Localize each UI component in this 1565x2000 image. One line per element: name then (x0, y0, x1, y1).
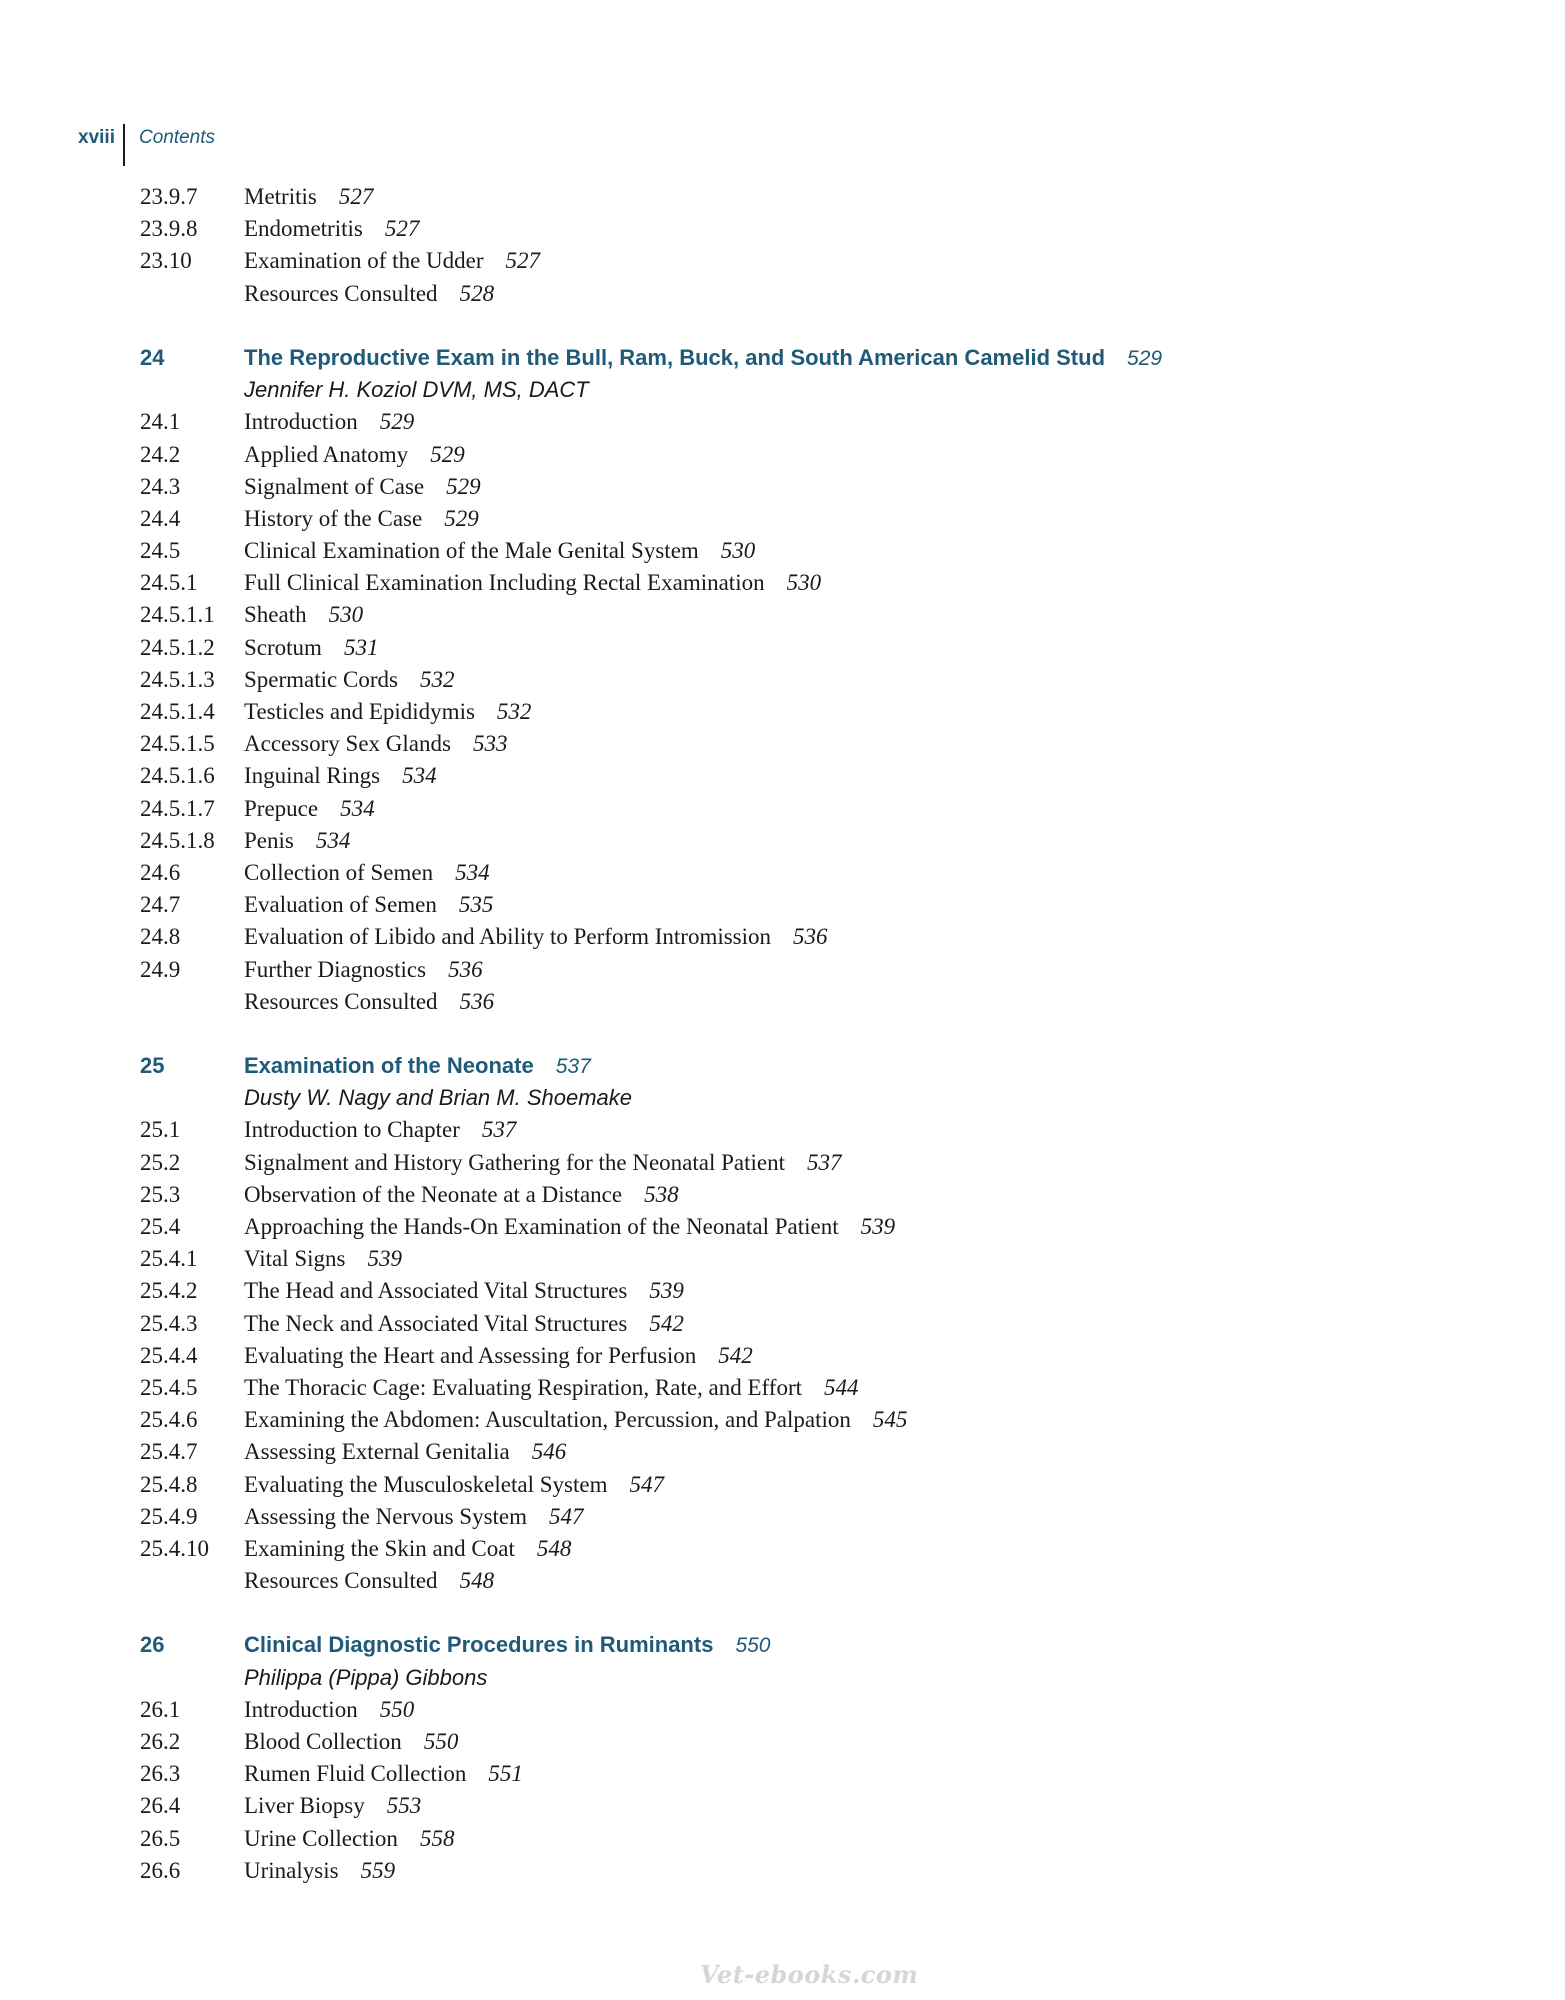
toc-entry[interactable] (140, 986, 1440, 1018)
entry-page: 539 (367, 1246, 402, 1272)
entry-number: 24.8 (140, 924, 181, 950)
block-spacer (140, 310, 1440, 342)
entry-number: 25.4.4 (140, 1342, 198, 1368)
entry-page: 545 (872, 1407, 908, 1433)
chapter-number: 25 (140, 1053, 165, 1079)
entry-number: 26.1 (140, 1696, 181, 1722)
entry-number: 24.5.1.7 (140, 795, 215, 821)
toc-entry[interactable] (140, 1436, 1440, 1468)
toc-entry[interactable] (140, 503, 1440, 535)
author-name: Philippa (Pippa) Gibbons (244, 1664, 488, 1690)
toc-entry[interactable] (140, 664, 1440, 696)
entry-page: 548 (459, 1568, 495, 1594)
entry-page: 528 (459, 280, 495, 306)
entry-title: Testicles and Epididymis (244, 699, 475, 724)
entry-number: 25.4.5 (140, 1374, 198, 1400)
entry-number: 24.7 (140, 892, 181, 918)
entry-page: 534 (340, 795, 375, 821)
entry-number: 25.4 (140, 1214, 181, 1239)
toc-entry[interactable] (140, 1533, 1440, 1565)
entry-title: Observation of the Neonate at a Distance (244, 1181, 623, 1207)
chapter-title: The Reproductive Exam in the Bull, Ram, Buck, and South American Camelid Stud (244, 344, 1106, 370)
chapter-title: Clinical Diagnostic Procedures in Ruminants (244, 1632, 714, 1658)
chapter-author (140, 1662, 1440, 1694)
entry-number: 26.3 (140, 1761, 181, 1787)
toc-entry[interactable] (140, 793, 1440, 825)
entry-title: Signalment of Case (244, 473, 425, 499)
toc-entry[interactable] (140, 1694, 1440, 1726)
entry-page: 542 (649, 1310, 684, 1336)
entry-title: Resources Consulted (244, 1568, 438, 1594)
entry-number: 24.5 (140, 538, 181, 564)
entry-page: 537 (481, 1117, 517, 1143)
entry-number: 25.4.6 (140, 1407, 198, 1433)
toc-entry[interactable] (140, 760, 1440, 792)
entry-title: Urinalysis (244, 1857, 339, 1883)
entry-page: 547 (629, 1471, 664, 1497)
entry-number: 26.5 (140, 1825, 181, 1851)
entry-number: 24.5.1.6 (140, 763, 215, 789)
toc-entry[interactable] (140, 1308, 1440, 1340)
chapter-page: 529 (1127, 346, 1163, 370)
block-spacer (140, 1597, 1440, 1629)
entry-page: 534 (315, 827, 351, 853)
chapter-number: 26 (140, 1632, 165, 1658)
toc-entry[interactable] (140, 954, 1440, 986)
entry-page: 539 (649, 1278, 684, 1304)
chapter-author (140, 1082, 1440, 1114)
toc-entry[interactable] (140, 181, 1440, 213)
toc-entry[interactable] (140, 278, 1440, 310)
entry-page: 534 (455, 859, 490, 885)
toc-entry[interactable] (140, 1211, 1440, 1243)
entry-title: Full Clinical Examination Including Rectal Examination (244, 570, 765, 596)
entry-title: Liver Biopsy (244, 1793, 365, 1819)
entry-page: 533 (472, 731, 508, 757)
entry-page: 550 (423, 1729, 459, 1754)
entry-title: Accessory Sex Glands (244, 731, 451, 757)
entry-number: 23.10 (140, 248, 192, 274)
entry-number: 23.9.7 (140, 184, 198, 209)
author-name: Jennifer H. Koziol DVM, MS, DACT (244, 377, 589, 403)
toc-entry[interactable] (140, 1114, 1440, 1146)
entry-page: 535 (458, 892, 494, 918)
entry-number: 24.2 (140, 441, 181, 467)
entry-page: 550 (379, 1696, 415, 1722)
entry-title: Scrotum (244, 634, 322, 660)
entry-number: 24.3 (140, 473, 181, 499)
entry-page: 532 (419, 666, 455, 692)
entry-number: 25.4.3 (140, 1310, 198, 1336)
entry-title: Introduction to Chapter (244, 1117, 460, 1143)
entry-title: The Neck and Associated Vital Structures (244, 1310, 628, 1336)
toc-entry[interactable] (140, 1372, 1440, 1404)
entry-page: 530 (328, 602, 364, 628)
entry-title: Evaluating the Heart and Assessing for Perfusion (244, 1342, 697, 1368)
entry-number: 24.5.1.1 (140, 602, 215, 628)
entry-number: 25.4.8 (140, 1471, 198, 1497)
chapter-heading[interactable] (140, 342, 1440, 374)
toc-entry[interactable] (140, 857, 1440, 889)
entry-page: 527 (505, 248, 541, 274)
entry-page: 544 (824, 1374, 859, 1400)
entry-number: 24.5.1.2 (140, 634, 215, 660)
entry-number: 24.6 (140, 859, 181, 885)
entry-number: 25.4.2 (140, 1278, 198, 1304)
entry-title: Prepuce (244, 795, 319, 821)
toc-entry[interactable] (140, 1790, 1440, 1822)
table-of-contents (140, 181, 1440, 1887)
entry-number: 24.5.1.3 (140, 666, 215, 692)
entry-title: Evaluation of Libido and Ability to Perform Intromission (244, 924, 772, 950)
entry-page: 529 (446, 473, 481, 499)
entry-title: Endometritis (244, 216, 363, 242)
entry-title: Assessing the Nervous System (244, 1503, 528, 1529)
toc-entry[interactable] (140, 567, 1440, 599)
toc-entry[interactable] (140, 1275, 1440, 1307)
entry-number: 25.4.1 (140, 1246, 198, 1272)
entry-page: 529 (379, 409, 415, 435)
entry-title: Penis (244, 827, 294, 853)
toc-entry[interactable] (140, 728, 1440, 760)
entry-page: 548 (536, 1535, 572, 1561)
entry-title: Further Diagnostics (244, 956, 427, 982)
entry-page: 539 (860, 1214, 896, 1239)
toc-entry[interactable] (140, 599, 1440, 631)
toc-entry[interactable] (140, 1565, 1440, 1597)
entry-page: 547 (549, 1503, 584, 1529)
chapter-page: 550 (735, 1634, 771, 1658)
entry-title: Sheath (244, 602, 307, 628)
entry-page: 542 (718, 1342, 753, 1368)
toc-entry[interactable] (140, 889, 1440, 921)
entry-page: 532 (496, 699, 532, 724)
entry-page: 534 (402, 763, 437, 789)
entry-title: Signalment and History Gathering for the Neonatal Patient (244, 1149, 786, 1175)
entry-number: 24.4 (140, 505, 181, 531)
entry-number: 24.5.1.5 (140, 731, 215, 757)
entry-title: Resources Consulted (244, 280, 438, 306)
section-title: Contents (138, 127, 216, 148)
entry-page: 536 (793, 924, 828, 950)
toc-entry[interactable] (140, 1404, 1440, 1436)
toc-entry[interactable] (140, 1726, 1440, 1758)
entry-number: 25.3 (140, 1181, 181, 1207)
entry-page: 529 (430, 441, 465, 467)
entry-title: The Head and Associated Vital Structures (244, 1278, 628, 1304)
entry-title: Introduction (244, 409, 358, 435)
entry-title: Clinical Examination of the Male Genital System (244, 538, 699, 564)
entry-number: 25.4.7 (140, 1439, 198, 1465)
entry-title: Inguinal Rings (244, 763, 381, 789)
chapter-author (140, 374, 1440, 406)
toc-entry[interactable] (140, 1243, 1440, 1275)
toc-entry[interactable] (140, 1179, 1440, 1211)
chapter-page: 537 (555, 1055, 591, 1079)
entry-number: 25.2 (140, 1149, 181, 1175)
entry-number: 24.1 (140, 409, 181, 435)
entry-title: Metritis (244, 184, 317, 209)
entry-page: 527 (384, 216, 420, 242)
entry-page: 536 (448, 956, 483, 982)
toc-entry[interactable] (140, 1501, 1440, 1533)
toc-entry[interactable] (140, 471, 1440, 503)
entry-page: 538 (644, 1181, 679, 1207)
entry-title: Evaluating the Musculoskeletal System (244, 1471, 608, 1497)
entry-title: Vital Signs (244, 1246, 346, 1272)
toc-entry[interactable] (140, 1855, 1440, 1887)
entry-title: Blood Collection (244, 1729, 402, 1754)
toc-entry[interactable] (140, 535, 1440, 567)
entry-title: Resources Consulted (244, 988, 438, 1014)
entry-title: Urine Collection (244, 1825, 398, 1851)
entry-title: Examining the Skin and Coat (244, 1535, 515, 1561)
entry-page: 537 (807, 1149, 842, 1175)
chapter-title: Examination of the Neonate (244, 1053, 534, 1079)
entry-page: 559 (360, 1857, 396, 1883)
entry-number: 26.4 (140, 1793, 181, 1819)
entry-number: 24.9 (140, 956, 181, 982)
toc-entry[interactable] (140, 213, 1440, 245)
page-number: xviii (78, 127, 115, 148)
block-spacer (140, 1018, 1440, 1050)
entry-title: Assessing External Genitalia (244, 1439, 510, 1465)
entry-number: 25.4.10 (140, 1535, 209, 1561)
toc-entry[interactable] (140, 1469, 1440, 1501)
chapter-heading[interactable] (140, 1629, 1440, 1661)
watermark: Vet-ebooks.com (700, 1960, 919, 1989)
toc-entry[interactable] (140, 921, 1440, 953)
entry-number: 26.6 (140, 1857, 181, 1883)
toc-entry[interactable] (140, 825, 1440, 857)
running-head (78, 124, 215, 166)
toc-entry[interactable] (140, 439, 1440, 471)
entry-title: Spermatic Cords (244, 666, 398, 692)
entry-page: 530 (720, 538, 756, 564)
entry-number: 24.5.1.8 (140, 827, 215, 853)
toc-entry[interactable] (140, 1758, 1440, 1790)
toc-entry[interactable] (140, 1147, 1440, 1179)
entry-title: Approaching the Hands-On Examination of the Neonatal Patient (244, 1214, 839, 1239)
entry-page: 546 (531, 1439, 567, 1465)
chapter-heading[interactable] (140, 1050, 1440, 1082)
entry-page: 553 (386, 1793, 422, 1819)
entry-number: 23.9.8 (140, 216, 198, 242)
toc-entry[interactable] (140, 1340, 1440, 1372)
entry-number: 25.4.9 (140, 1503, 198, 1529)
toc-entry[interactable] (140, 245, 1440, 277)
entry-page: 536 (459, 988, 495, 1014)
entry-title: History of the Case (244, 505, 423, 531)
entry-title: Examining the Abdomen: Auscultation, Percussion, and Palpation (244, 1407, 851, 1433)
entry-title: The Thoracic Cage: Evaluating Respiration, Rate, and Effort (244, 1374, 802, 1400)
entry-number: 24.5.1.4 (140, 699, 215, 724)
entry-number: 25.1 (140, 1117, 181, 1143)
entry-title: Rumen Fluid Collection (244, 1761, 467, 1787)
toc-entry[interactable] (140, 406, 1440, 438)
entry-page: 530 (786, 570, 822, 596)
entry-title: Examination of the Udder (244, 248, 484, 274)
chapter-number: 24 (140, 344, 165, 370)
author-name: Dusty W. Nagy and Brian M. Shoemake (244, 1085, 633, 1111)
entry-page: 558 (419, 1825, 455, 1851)
entry-page: 531 (343, 634, 379, 660)
entry-page: 529 (444, 505, 479, 531)
toc-entry[interactable] (140, 696, 1440, 728)
toc-entry[interactable] (140, 1823, 1440, 1855)
entry-number: 24.5.1 (140, 570, 198, 596)
entry-title: Introduction (244, 1696, 358, 1722)
entry-title: Collection of Semen (244, 859, 434, 885)
entry-page: 527 (338, 184, 374, 209)
entry-title: Evaluation of Semen (244, 892, 437, 918)
entry-page: 551 (488, 1761, 523, 1787)
toc-entry[interactable] (140, 632, 1440, 664)
entry-title: Applied Anatomy (244, 441, 409, 467)
entry-number: 26.2 (140, 1729, 181, 1754)
